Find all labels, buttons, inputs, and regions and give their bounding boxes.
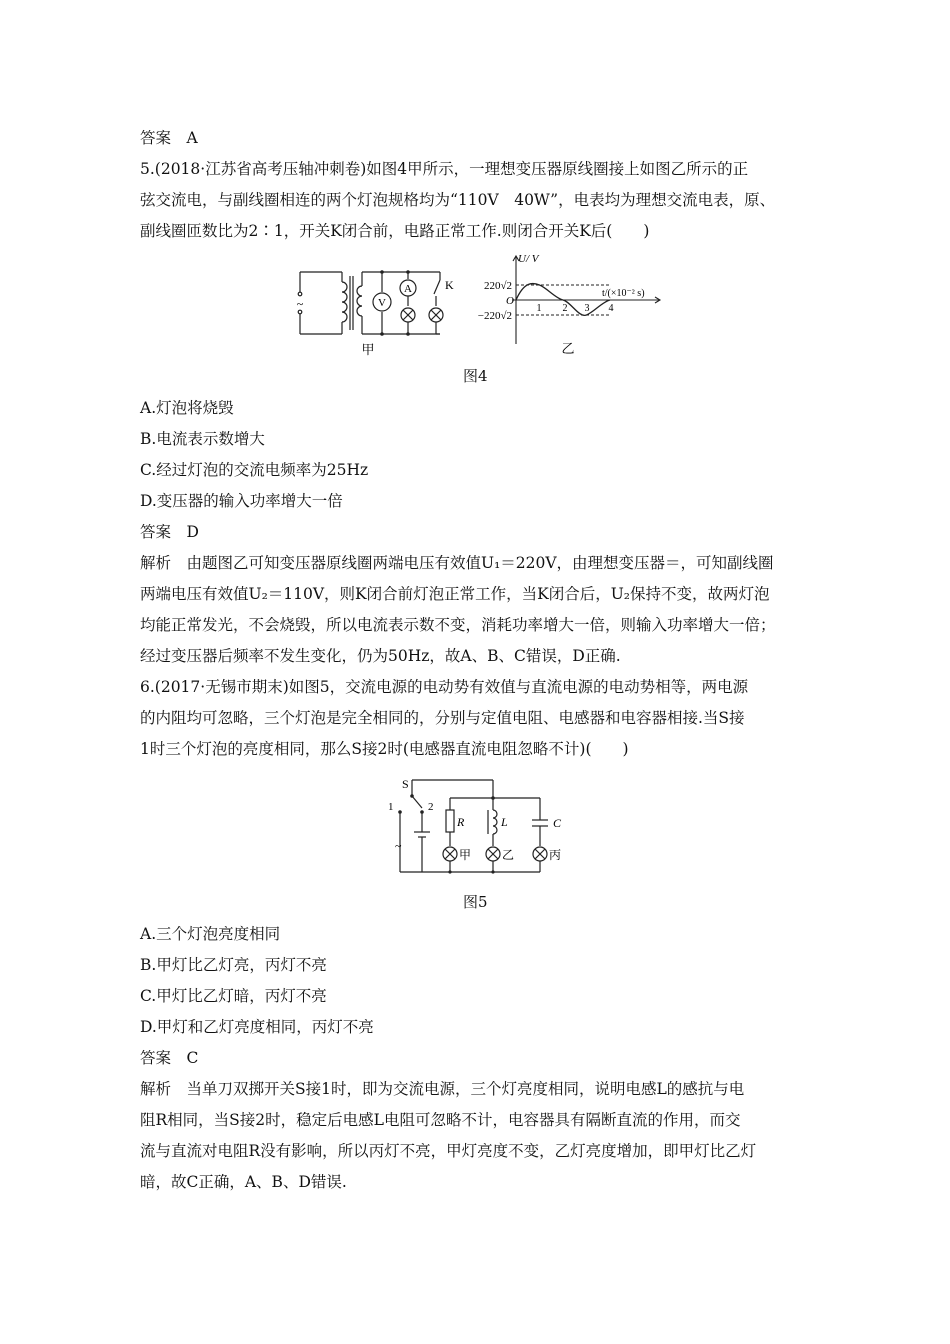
analysis-5-line-1: 解析 由题图乙可知变压器原线圈两端电压有效值U₁＝220V，由理想变压器＝，可知副线圈	[140, 554, 774, 572]
fig4-tick-4: 4	[608, 303, 614, 314]
fig4-axis-x-label: t/(×10⁻² s)	[602, 288, 645, 299]
fig4-tick-3: 3	[584, 303, 590, 314]
analysis-5-line-4: 经过变压器后频率不发生变化，仍为50Hz，故A、B、C错误，D正确.	[140, 647, 621, 665]
fig5-lamp-bing: 丙	[549, 848, 562, 862]
fig5-terminal-2: 2	[428, 801, 434, 813]
fig5-lamp-jia: 甲	[459, 848, 472, 862]
answer-5: 答案 D	[140, 523, 199, 541]
fig5-switch-label: S	[402, 777, 409, 791]
analysis-5-line-3: 均能正常发光，不会烧毁，所以电流表示数不变，消耗功率增大一倍，则输入功率增大一倍；	[140, 616, 776, 634]
q5-option-d: D.变压器的输入功率增大一倍	[140, 492, 343, 510]
q6-option-a: A.三个灯泡亮度相同	[140, 925, 281, 943]
question-6-line-3: 1时三个灯泡的亮度相同，那么S接2时(电感器直流电阻忽略不计)( )	[140, 740, 629, 758]
fig4-source-symbol: ~	[296, 297, 304, 311]
figure-5-caption: 图5	[463, 893, 488, 911]
fig4-ammeter-label: A	[404, 283, 412, 295]
analysis-6-line-4: 暗，故C正确，A、B、D错误.	[140, 1173, 347, 1191]
fig4-tick-1: 1	[536, 303, 542, 314]
fig4-switch-label: K	[445, 278, 454, 292]
fig5-source-symbol: ~	[395, 839, 402, 853]
question-5-line-3: 副线圈匝数比为2∶1，开关K闭合前，电路正常工作.则闭合开关K后( )	[140, 222, 650, 240]
q6-option-b: B.甲灯比乙灯亮，丙灯不亮	[140, 956, 327, 974]
fig4-origin: O	[506, 295, 514, 307]
fig4-y-max: 220√2	[483, 280, 512, 292]
q5-option-b: B.电流表示数增大	[140, 430, 265, 448]
question-5-line-1: 5.(2018·江苏省高考压轴冲刺卷)如图4甲所示，一理想变压器原线圈接上如图乙所示的正	[140, 160, 749, 178]
q6-option-c: C.甲灯比乙灯暗，丙灯不亮	[140, 987, 327, 1005]
fig5-terminal-1: 1	[388, 801, 394, 813]
figure-4-caption: 图4	[463, 367, 488, 385]
question-6-line-2: 的内阻均可忽略，三个灯泡是完全相同的，分别与定值电阻、电感器和电容器相接.当S接	[140, 709, 745, 727]
answer-4: 答案 A	[140, 129, 198, 147]
analysis-6-line-3: 流与直流对电阻R没有影响，所以丙灯不亮，甲灯亮度不变，乙灯亮度增加，即甲灯比乙灯	[140, 1142, 757, 1160]
fig4-label-jia: 甲	[361, 342, 375, 357]
fig5-lamp-yi: 乙	[502, 848, 515, 862]
fig4-y-min: −220√2	[477, 310, 512, 322]
analysis-5-line-2: 两端电压有效值U₂＝110V，则K闭合前灯泡正常工作，当K闭合后，U₂保持不变，故两灯泡	[140, 585, 770, 603]
fig5-capacitor-label: C	[553, 816, 562, 830]
question-5-line-2: 弦交流电，与副线圈相连的两个灯泡规格均为“110V 40W”，电表均为理想交流电表，原、	[140, 191, 776, 209]
figure-4-circuit	[290, 262, 460, 357]
answer-6: 答案 C	[140, 1049, 199, 1067]
fig5-resistor-label: R	[457, 815, 465, 829]
q6-option-d: D.甲灯和乙灯亮度相同，丙灯不亮	[140, 1018, 374, 1036]
fig4-tick-2: 2	[562, 303, 568, 314]
fig5-inductor-label: L	[501, 815, 508, 829]
figure-4-waveform	[468, 252, 668, 357]
q5-option-a: A.灯泡将烧毁	[140, 399, 234, 417]
analysis-6-line-1: 解析 当单刀双掷开关S接1时，即为交流电源，三个灯亮度相同，说明电感L的感抗与电	[140, 1080, 745, 1098]
analysis-6-line-2: 阻R相同，当S接2时，稳定后电感L电阻可忽略不计，电容器具有隔断直流的作用，而交	[140, 1111, 741, 1129]
fig4-label-yi: 乙	[561, 341, 575, 356]
fig4-axis-y-label: U/ V	[518, 253, 539, 265]
q5-option-c: C.经过灯泡的交流电频率为25Hz	[140, 461, 369, 479]
fig4-voltmeter-label: V	[378, 297, 386, 309]
question-6-line-1: 6.(2017·无锡市期末)如图5，交流电源的电动势有效值与直流电源的电动势相等，两电源	[140, 678, 749, 696]
figure-5-circuit	[380, 770, 580, 882]
